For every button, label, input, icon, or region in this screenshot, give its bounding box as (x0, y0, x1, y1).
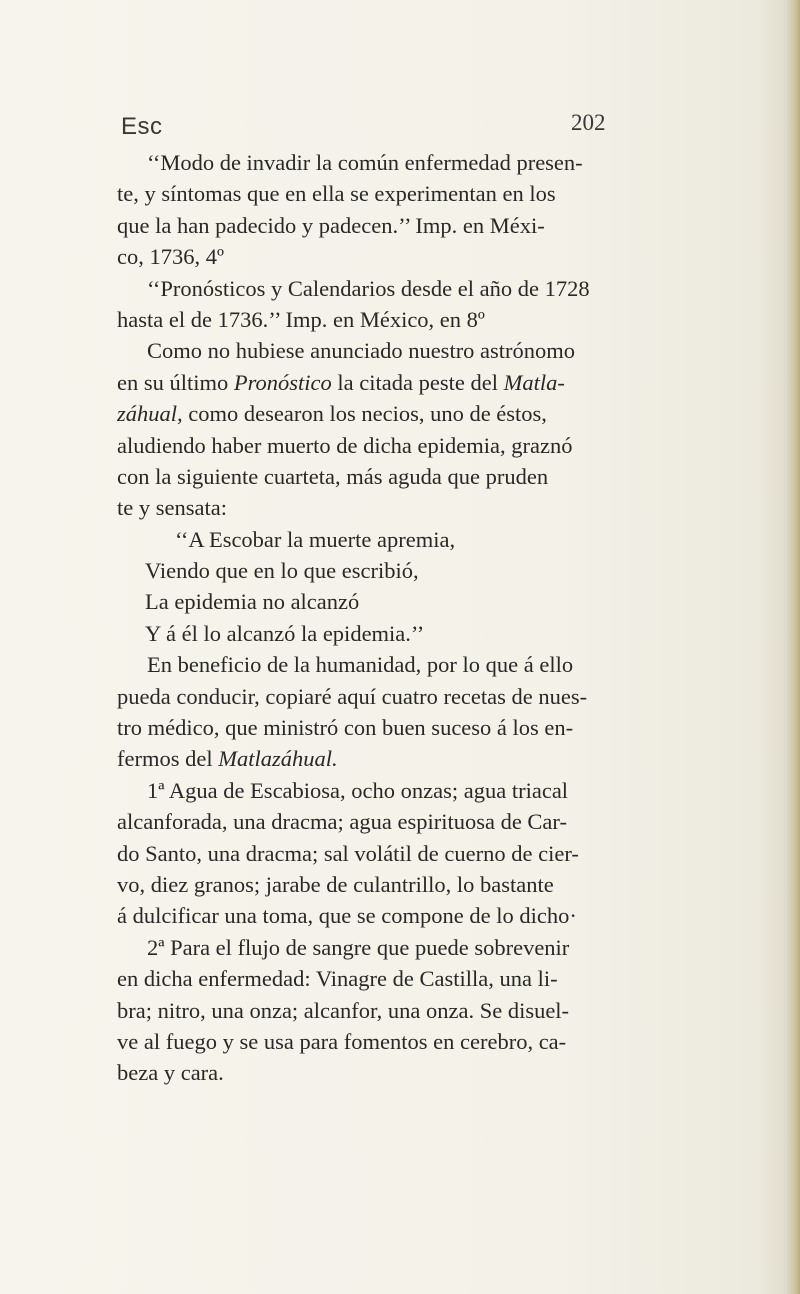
italic-term: Matlazáhual. (218, 746, 338, 772)
text-line: 2ª Para el flujo de sangre que puede sobrevenir (147, 934, 570, 960)
running-head: Esc (121, 113, 163, 140)
text-line: en dicha enfermedad: Vinagre de Castilla, una li- (117, 966, 558, 992)
text-line: te y sensata: (117, 495, 227, 521)
text-line: ‘‘Pronósticos y Calendarios desde el año de 1728 (147, 275, 590, 301)
text-line: do Santo, una dracma; sal volátil de cuerno de cier- (117, 840, 579, 866)
verse-line: La epidemia no alcanzó (145, 589, 360, 615)
text-line: ‘‘Modo de invadir la común enfermedad presen- (147, 150, 583, 175)
text-line: hasta el de 1736.’’ Imp. en México, en 8º (117, 306, 485, 332)
body-text (117, 147, 657, 1089)
verse-line: ‘‘A Escobar la muerte apremia, (175, 526, 456, 552)
text-run: la citada peste del (337, 369, 498, 395)
italic-term: Matla- (503, 369, 565, 395)
verse-line: Y á él lo alcanzó la epidemia.’’ (145, 620, 425, 646)
text-line: bra; nitro, una onza; alcanfor, una onza. Se disuel- (117, 997, 570, 1023)
text-line (117, 398, 657, 429)
verse-line: Viendo que en lo que escribió, (145, 558, 419, 584)
text-line: que la han padecido y padecen.’’ Imp. en Méxi- (117, 212, 545, 238)
text-run: como desearon los necios, uno de éstos, (188, 401, 547, 427)
text-line: con la siguiente cuarteta, más aguda que pruden (117, 463, 549, 489)
text-line: aludiendo haber muerto de dicha epidemia, graznó (117, 432, 573, 458)
text-line (117, 743, 657, 774)
text-line: ve al fuego y se usa para fomentos en cerebro, ca- (117, 1028, 567, 1054)
text-line: beza y cara. (117, 1060, 224, 1086)
italic-term: záhual, (117, 401, 183, 427)
text-line: pueda conducir, copiaré aquí cuatro recetas de nues- (117, 683, 588, 709)
page-number: 202 (571, 110, 606, 135)
text-line: te, y síntomas que en ella se experimentan en los (117, 181, 556, 207)
text-run: fermos del (117, 746, 213, 772)
italic-title: Pronóstico (233, 369, 332, 395)
text-line (117, 367, 657, 398)
text-line: En beneficio de la humanidad, por lo que á ello (147, 652, 574, 678)
text-line: Como no hubiese anunciado nuestro astrónomo (147, 338, 576, 364)
text-line: vo, diez granos; jarabe de culantrillo, lo bastante (117, 871, 554, 897)
text-line: alcanforada, una dracma; agua espirituosa de Car- (117, 809, 567, 835)
text-line: 1ª Agua de Escabiosa, ocho onzas; agua triacal (147, 777, 569, 803)
text-run: en su último (117, 369, 229, 395)
page-edge-shadow (786, 0, 800, 1294)
text-line: co, 1736, 4º (117, 244, 224, 270)
text-line: á dulcificar una toma, que se compone de lo dicho· (117, 903, 577, 929)
text-line: tro médico, que ministró con buen suceso á los en- (117, 715, 574, 741)
